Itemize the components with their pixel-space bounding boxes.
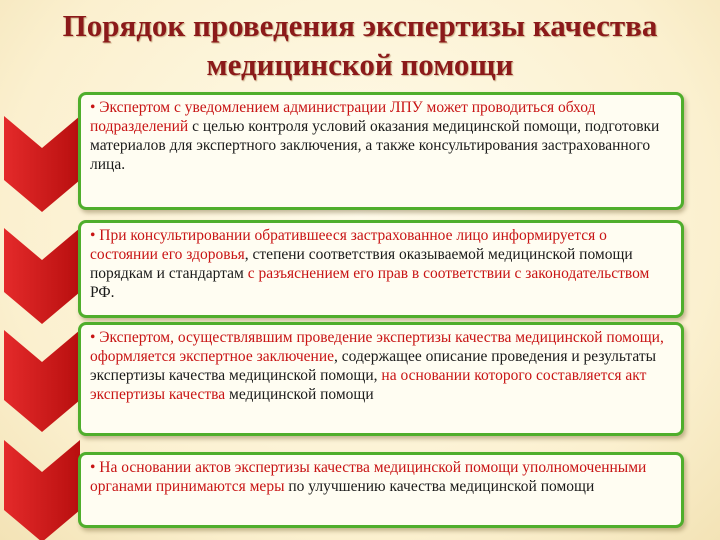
chevron-2-icon xyxy=(4,228,80,324)
slide-title-line-1: Порядок проведения экспертизы качества xyxy=(62,8,658,43)
info-box-3-segment-2: , содержащее описание проведения и результаты экспертизы качества медицинской помощи, xyxy=(90,348,657,384)
chevron-1-icon xyxy=(4,116,80,212)
info-box-3-segment-4: медицинской помощи xyxy=(225,386,374,403)
chevron-arrows xyxy=(0,0,80,540)
info-box-4-segment-1: • На основании актов экспертизы качества медицинской помощи уполномоченными органами принимаются меры xyxy=(90,459,647,495)
info-box-4 xyxy=(78,452,684,528)
slide-title-line-2: медицинской помощи xyxy=(206,47,514,82)
slide-title xyxy=(0,6,720,84)
info-box-2 xyxy=(78,220,684,318)
info-box-4-text xyxy=(90,458,671,496)
info-box-2-text xyxy=(90,226,671,302)
info-box-1 xyxy=(78,92,684,210)
info-box-3 xyxy=(78,322,684,436)
info-box-2-segment-1: • При консультировании обратившееся застрахованное лицо информируется о состоянии его здоровья xyxy=(90,227,607,263)
info-box-3-segment-1: • Экспертом, осуществлявшим проведение экспертизы качества медицинской помощи, оформляется экспертное заключение xyxy=(90,329,664,365)
info-box-3-text xyxy=(90,328,671,404)
chevron-4-icon xyxy=(4,440,80,540)
info-box-2-segment-2: , степени соответствия оказываемой медицинской помощи порядкам и стандартам xyxy=(90,246,633,282)
chevron-3-icon xyxy=(4,330,80,432)
info-box-4-segment-2: по улучшению качества медицинской помощи xyxy=(284,478,595,495)
info-box-2-segment-4: РФ. xyxy=(90,284,115,301)
info-box-1-segment-2: с целью контроля условий оказания медицинской помощи, подготовки материалов для экспертного заключения, а также консультирования застрахованного лица. xyxy=(90,118,660,173)
info-box-3-segment-3: на основании которого составляется акт экспертизы качества xyxy=(90,367,647,403)
info-box-1-text xyxy=(90,98,671,174)
info-box-1-segment-1: • Экспертом с уведомлением администрации ЛПУ может проводиться обход подразделений xyxy=(90,99,596,135)
info-box-2-segment-3: с разъяснением его прав в соответствии с законодательством xyxy=(247,265,650,282)
